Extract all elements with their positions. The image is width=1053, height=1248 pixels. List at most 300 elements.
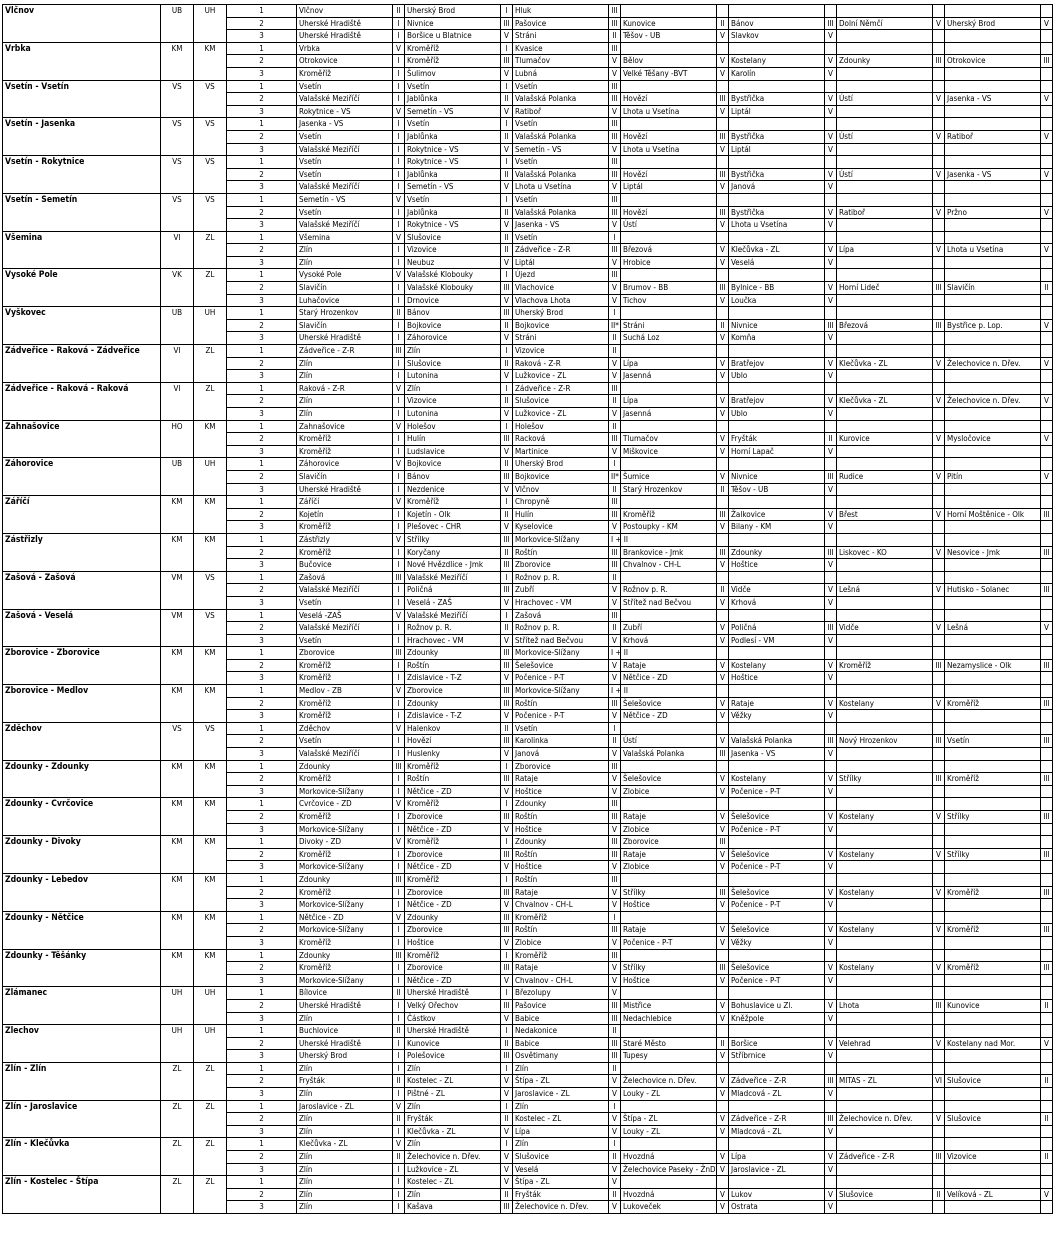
unit-grade: II [1041, 1113, 1053, 1126]
unit-place: Hovězí [621, 206, 717, 219]
district-code: KM [161, 760, 194, 798]
unit-grade: III [501, 584, 513, 597]
unit-grade: III [609, 836, 621, 849]
unit-grade: V [501, 861, 513, 874]
unit-place: Vsetín [297, 168, 393, 181]
table-row [3, 5, 1053, 18]
unit-place: Počenice - P-T [513, 672, 609, 685]
unit-grade [1041, 748, 1053, 761]
unit-grade [1041, 609, 1053, 622]
unit-place: Kroměříž [945, 773, 1041, 786]
unit-place: Zlobice [621, 823, 717, 836]
unit-place: Horní Moštěnice - Olk [945, 508, 1041, 521]
unit-grade [825, 345, 837, 358]
unit-grade: III [1041, 55, 1053, 68]
unit-place: Suchá Loz [621, 332, 717, 345]
unit-place [729, 307, 825, 320]
unit-place: Kostelany [837, 962, 933, 975]
unit-place: Kroměříž [297, 936, 393, 949]
unit-grade: I [609, 307, 621, 320]
unit-grade: III [501, 735, 513, 748]
unit-grade: V [609, 219, 621, 232]
municipality-name: Zašová - Veselá [3, 609, 161, 647]
unit-grade [1041, 219, 1053, 232]
unit-grade [717, 118, 729, 131]
orp-code: ZL [194, 269, 227, 307]
unit-grade [1041, 1062, 1053, 1075]
unit-grade: II [393, 1151, 405, 1164]
unit-place: Ublo [729, 408, 825, 421]
unit-place: Klečůvka - ZL [729, 244, 825, 257]
unit-place [945, 836, 1041, 849]
unit-grade: I [393, 659, 405, 672]
district-code: HO [161, 420, 194, 458]
unit-place [837, 294, 933, 307]
unit-grade: V [717, 596, 729, 609]
row-order: 2 [227, 1188, 297, 1201]
unit-place [837, 181, 933, 194]
unit-grade: V [825, 483, 837, 496]
register-page [2, 4, 1050, 1214]
unit-grade: II [1041, 282, 1053, 295]
unit-place: Střílky [405, 533, 501, 546]
unit-place: Jablůnka [405, 206, 501, 219]
unit-grade [1041, 823, 1053, 836]
orp-code: UH [194, 987, 227, 1025]
unit-place: Počenice - P-T [729, 899, 825, 912]
unit-place: Kroměříž [405, 496, 501, 509]
unit-grade: III [393, 760, 405, 773]
table-row [3, 1062, 1053, 1075]
table-row [3, 1138, 1053, 1151]
unit-place: Šelešovice [729, 924, 825, 937]
unit-grade: III [1041, 924, 1053, 937]
unit-place: Zašová [297, 571, 393, 584]
row-order: 3 [227, 181, 297, 194]
orp-code: VS [194, 118, 227, 156]
unit-place [621, 231, 717, 244]
unit-place: Nětčice - ZD [405, 899, 501, 912]
unit-grade [717, 987, 729, 1000]
unit-place: Lukoveček [621, 1201, 717, 1214]
unit-place: Záříčí [297, 496, 393, 509]
unit-place: Vsetín [513, 193, 609, 206]
unit-place: Zlín [297, 1188, 393, 1201]
unit-grade [1041, 647, 1053, 660]
unit-grade [933, 748, 945, 761]
unit-grade [825, 231, 837, 244]
unit-grade: III [717, 836, 729, 849]
unit-place: Nětčice - ZD [405, 974, 501, 987]
unit-grade: V [501, 445, 513, 458]
unit-grade [717, 1176, 729, 1189]
unit-grade: V [825, 962, 837, 975]
unit-grade: I [501, 269, 513, 282]
row-order: 2 [227, 999, 297, 1012]
unit-place: Roštín [513, 811, 609, 824]
unit-grade [933, 382, 945, 395]
table-row [3, 193, 1053, 206]
unit-place: Rataje [621, 811, 717, 824]
table-row [3, 1025, 1053, 1038]
unit-grade [1041, 1176, 1053, 1189]
unit-grade [717, 420, 729, 433]
unit-place: Stráni [621, 319, 717, 332]
unit-place [837, 256, 933, 269]
unit-grade: III [501, 659, 513, 672]
unit-grade: V [393, 911, 405, 924]
unit-grade: III [609, 798, 621, 811]
unit-place [945, 823, 1041, 836]
unit-place: Zlín [297, 1201, 393, 1214]
unit-place [945, 143, 1041, 156]
unit-place: Zlín [297, 395, 393, 408]
unit-place: Zdounky [405, 647, 501, 660]
municipality-name: Zdounky - Cvrčovice [3, 798, 161, 836]
unit-grade: III [609, 496, 621, 509]
unit-place: Rožnov p. R. [405, 622, 501, 635]
unit-place: Želechovice n. Dřev. [945, 357, 1041, 370]
unit-place [837, 1163, 933, 1176]
unit-grade: III [609, 244, 621, 257]
unit-grade: V [609, 408, 621, 421]
unit-place [729, 1100, 825, 1113]
unit-grade: I [501, 80, 513, 93]
district-code: ZL [161, 1138, 194, 1176]
unit-place: Karolinka [513, 735, 609, 748]
unit-place: Kroměříž [297, 848, 393, 861]
unit-grade [825, 307, 837, 320]
unit-place: Vizovice [945, 1151, 1041, 1164]
unit-place: Fryšták [729, 433, 825, 446]
unit-grade: II [609, 571, 621, 584]
unit-grade: V [501, 1088, 513, 1101]
unit-place [945, 559, 1041, 572]
unit-grade: I [393, 357, 405, 370]
unit-place [945, 445, 1041, 458]
unit-grade: V [609, 1125, 621, 1138]
municipality-register-table [2, 4, 1053, 1214]
unit-place: Nětčice - ZD [621, 710, 717, 723]
unit-place: Kostelany nad Mor. [945, 1037, 1041, 1050]
table-row [3, 911, 1053, 924]
unit-grade [825, 269, 837, 282]
unit-place [945, 748, 1041, 761]
unit-grade: V [609, 1163, 621, 1176]
table-row [3, 231, 1053, 244]
unit-grade [933, 193, 945, 206]
unit-place: Slušovice [837, 1188, 933, 1201]
unit-grade: I [501, 1100, 513, 1113]
row-order: 2 [227, 735, 297, 748]
unit-place: Hovězí [621, 93, 717, 106]
unit-place [945, 722, 1041, 735]
unit-grade: V [717, 773, 729, 786]
unit-place: Vsetín [513, 231, 609, 244]
unit-grade: V [1041, 319, 1053, 332]
unit-place: Rataje [621, 848, 717, 861]
unit-grade [933, 873, 945, 886]
unit-place: Valašské Meziříčí [297, 622, 393, 635]
unit-grade: III [825, 17, 837, 30]
row-order: 2 [227, 168, 297, 181]
row-order: 2 [227, 1037, 297, 1050]
unit-grade: V [717, 899, 729, 912]
unit-grade: V [825, 974, 837, 987]
unit-grade: V [933, 811, 945, 824]
unit-place: Zborovice [621, 836, 717, 849]
unit-place: Vlachovice [513, 282, 609, 295]
unit-grade: V [501, 332, 513, 345]
district-code: UB [161, 458, 194, 496]
unit-grade: V [393, 193, 405, 206]
unit-grade: I [393, 143, 405, 156]
unit-grade: V [825, 244, 837, 257]
unit-place [837, 609, 933, 622]
unit-grade: III [609, 42, 621, 55]
unit-place: Bystřička [729, 130, 825, 143]
unit-grade [1041, 332, 1053, 345]
unit-grade [1041, 80, 1053, 93]
unit-place: Semetín - VS [405, 181, 501, 194]
unit-grade [933, 836, 945, 849]
unit-grade: V [825, 143, 837, 156]
row-order: 1 [227, 307, 297, 320]
unit-place [945, 294, 1041, 307]
unit-grade [825, 836, 837, 849]
unit-grade: I [393, 861, 405, 874]
unit-place [945, 231, 1041, 244]
unit-place: Kroměříž [405, 798, 501, 811]
orp-code: ZL [194, 1062, 227, 1100]
unit-grade: I [501, 760, 513, 773]
unit-grade [717, 496, 729, 509]
row-order: 1 [227, 987, 297, 1000]
unit-place: Střílky [621, 886, 717, 899]
orp-code: ZL [194, 1138, 227, 1176]
unit-grade: I [501, 873, 513, 886]
row-order: 1 [227, 609, 297, 622]
unit-grade: I [393, 924, 405, 937]
row-order: 3 [227, 634, 297, 647]
unit-place: Lutonina [405, 408, 501, 421]
row-order: 3 [227, 332, 297, 345]
unit-grade: I [393, 55, 405, 68]
unit-place [621, 307, 717, 320]
unit-grade [825, 118, 837, 131]
unit-place: Zlín [297, 1113, 393, 1126]
unit-place: Kroměříž [297, 710, 393, 723]
unit-grade: I [393, 848, 405, 861]
row-order: 1 [227, 231, 297, 244]
unit-place: Lubná [513, 67, 609, 80]
unit-grade: V [825, 1037, 837, 1050]
municipality-name: Vlčnov [3, 5, 161, 43]
orp-code: KM [194, 685, 227, 723]
unit-grade: V [609, 987, 621, 1000]
unit-grade: V [825, 596, 837, 609]
unit-place [729, 949, 825, 962]
unit-place [837, 1201, 933, 1214]
unit-place [945, 181, 1041, 194]
unit-grade: V [825, 130, 837, 143]
row-order: 3 [227, 672, 297, 685]
unit-place: Šelešovice [729, 886, 825, 899]
unit-place: Hoštice [621, 899, 717, 912]
unit-grade: V [717, 1113, 729, 1126]
municipality-name: Zborovice - Zborovice [3, 647, 161, 685]
unit-grade: V [717, 181, 729, 194]
unit-place [621, 193, 717, 206]
municipality-name: Zdounky - Těšánky [3, 949, 161, 987]
unit-grade: II [501, 1188, 513, 1201]
unit-grade: II [609, 1151, 621, 1164]
municipality-name: Zborovice - Medlov [3, 685, 161, 723]
unit-grade [1041, 445, 1053, 458]
unit-place: Lužkovice - ZL [405, 1163, 501, 1176]
unit-grade: V [501, 785, 513, 798]
unit-grade [1041, 974, 1053, 987]
unit-grade: I [501, 5, 513, 18]
unit-place: Klečůvka - ZL [837, 357, 933, 370]
unit-grade: V [933, 962, 945, 975]
unit-grade: I [393, 395, 405, 408]
unit-grade: II [717, 1037, 729, 1050]
district-code: KM [161, 685, 194, 723]
unit-place: Tlumačov [513, 55, 609, 68]
unit-place: Zlín [297, 357, 393, 370]
unit-grade [933, 1163, 945, 1176]
unit-place [837, 1062, 933, 1075]
unit-grade [1041, 949, 1053, 962]
unit-grade [1041, 571, 1053, 584]
unit-place: Slavičín [297, 470, 393, 483]
unit-place: Poličná [405, 584, 501, 597]
unit-grade: V [825, 999, 837, 1012]
district-code: VM [161, 571, 194, 609]
unit-grade: III [717, 130, 729, 143]
unit-grade: III [933, 55, 945, 68]
unit-place: Plešovec - CHR [405, 521, 501, 534]
unit-place: Uherské Hradiště [405, 1025, 501, 1038]
unit-place [945, 382, 1041, 395]
unit-grade [933, 823, 945, 836]
unit-grade: III [933, 282, 945, 295]
unit-place: Zlín [297, 1125, 393, 1138]
municipality-name: Zlín - Zlín [3, 1062, 161, 1100]
unit-grade [717, 458, 729, 471]
unit-grade: V [1041, 622, 1053, 635]
unit-grade: I [393, 596, 405, 609]
unit-place [837, 30, 933, 43]
unit-grade [933, 1201, 945, 1214]
unit-place [837, 873, 933, 886]
unit-grade: I [393, 244, 405, 257]
unit-place: Šelešovice [729, 962, 825, 975]
row-order: 3 [227, 861, 297, 874]
unit-grade: V [825, 206, 837, 219]
unit-place: Kroměříž [405, 949, 501, 962]
unit-place: Morkovice-Slížany [297, 899, 393, 912]
orp-code: UH [194, 1025, 227, 1063]
unit-place: Jablůnka [405, 93, 501, 106]
row-order: 2 [227, 55, 297, 68]
unit-grade: II [501, 508, 513, 521]
unit-place: Zlobice [621, 785, 717, 798]
row-order: 3 [227, 785, 297, 798]
unit-place: Starý Hrozenkov [621, 483, 717, 496]
unit-grade: V [609, 1176, 621, 1189]
unit-place [837, 219, 933, 232]
district-code: KM [161, 647, 194, 685]
unit-place [945, 571, 1041, 584]
unit-place: Uherský Brod [513, 458, 609, 471]
unit-place: Luhačovice [297, 294, 393, 307]
unit-grade: V [825, 886, 837, 899]
unit-grade: V [609, 1113, 621, 1126]
unit-grade: V [825, 67, 837, 80]
district-code: KM [161, 42, 194, 80]
row-order: 2 [227, 508, 297, 521]
unit-grade: V [501, 408, 513, 421]
unit-place [621, 5, 717, 18]
row-order: 1 [227, 118, 297, 131]
unit-place: Zubří [621, 622, 717, 635]
unit-place: Staré Město [621, 1037, 717, 1050]
unit-place [837, 67, 933, 80]
unit-grade: III [609, 559, 621, 572]
unit-grade [825, 798, 837, 811]
unit-grade: V [1041, 93, 1053, 106]
unit-grade: III [609, 873, 621, 886]
unit-grade: III [825, 735, 837, 748]
unit-grade: II [501, 458, 513, 471]
unit-place: Nedakonice [513, 1025, 609, 1038]
district-code: KM [161, 533, 194, 571]
unit-place: Vsetín [513, 80, 609, 93]
unit-place [945, 533, 1041, 546]
unit-grade: V [825, 811, 837, 824]
row-order: 3 [227, 710, 297, 723]
unit-grade: III [1041, 886, 1053, 899]
unit-grade [825, 571, 837, 584]
unit-place: Zdounky [297, 873, 393, 886]
unit-grade: V [825, 559, 837, 572]
unit-grade: III [609, 697, 621, 710]
unit-grade: I [393, 156, 405, 169]
district-code: ZL [161, 1176, 194, 1214]
unit-grade [933, 911, 945, 924]
unit-place: Ústí [621, 735, 717, 748]
unit-grade: III [501, 848, 513, 861]
orp-code: VS [194, 722, 227, 760]
unit-place [621, 118, 717, 131]
row-order: 3 [227, 1012, 297, 1025]
unit-grade [933, 345, 945, 358]
orp-code: UH [194, 458, 227, 496]
unit-grade: II [933, 1188, 945, 1201]
unit-place: Ústí [837, 130, 933, 143]
unit-place: Bojkovice [405, 319, 501, 332]
unit-place: Horní Lideč [837, 282, 933, 295]
unit-grade: V [933, 206, 945, 219]
unit-grade: I [393, 17, 405, 30]
unit-grade: V [609, 974, 621, 987]
unit-place: Bílovice [297, 987, 393, 1000]
unit-place: Kroměříž [297, 67, 393, 80]
unit-grade: I [393, 168, 405, 181]
unit-grade [933, 899, 945, 912]
